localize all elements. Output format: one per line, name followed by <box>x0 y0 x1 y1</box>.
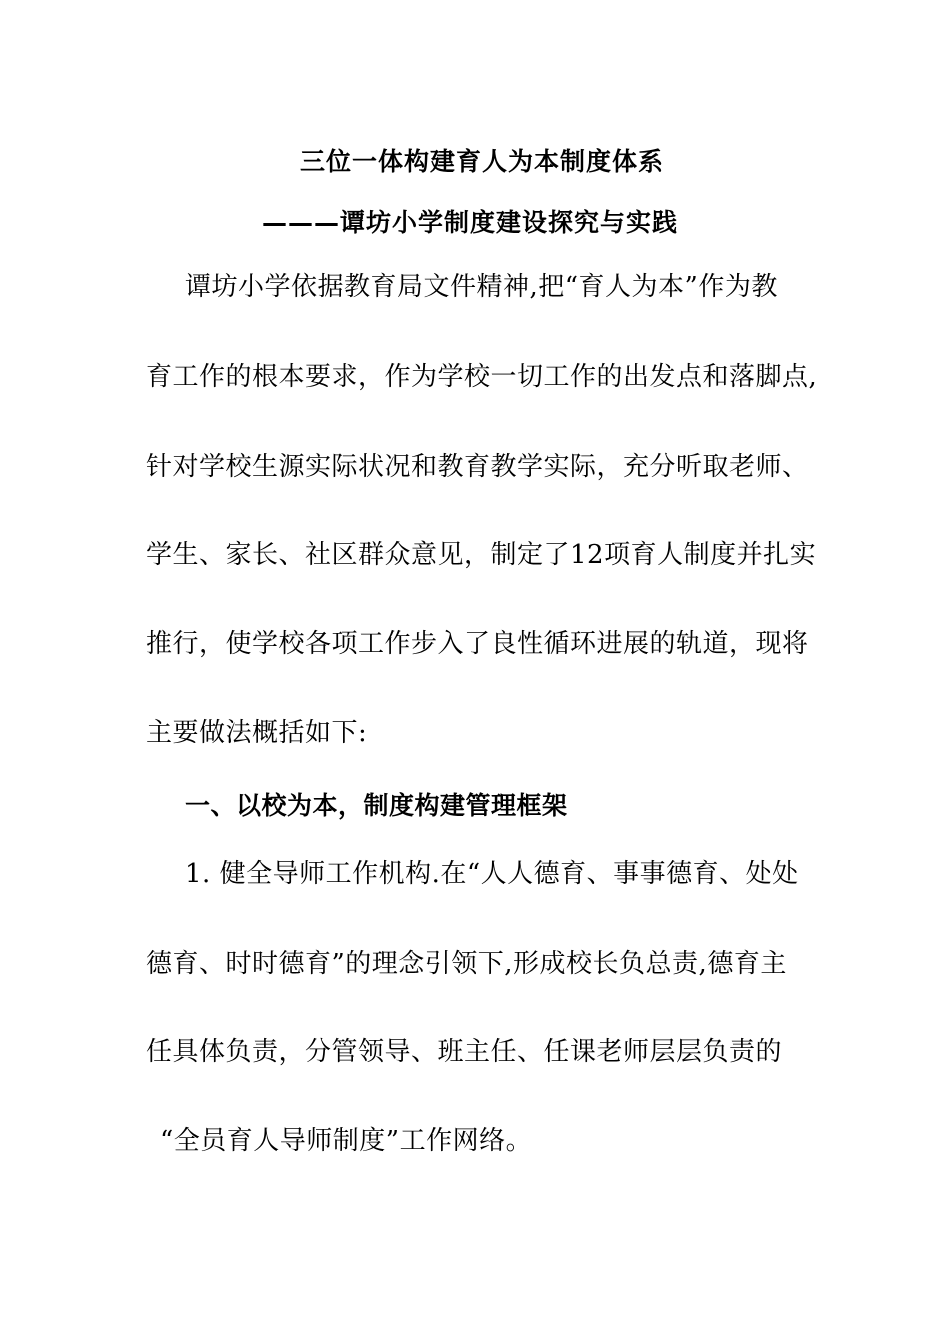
document-title: 三位一体构建育人为本制度体系 <box>300 147 665 176</box>
section-heading: 一、以校为本，制度构建管理框架 <box>185 791 568 820</box>
document-subtitle: ———谭坊小学制度建设探究与实践 <box>262 208 679 237</box>
paragraph-line: “全员育人导师制度”工作网络。 <box>160 1126 533 1156</box>
paragraph-line: 德育、时时德育”的理念引领下,形成校长负总责,德育主 <box>146 949 787 979</box>
paragraph-line: 谭坊小学依据教育局文件精神,把“育人为本”作为教 <box>185 272 778 302</box>
paragraph-line: 主要做法概括如下: <box>146 718 368 748</box>
paragraph-line: 育工作的根本要求，作为学校一切工作的出发点和落脚点, <box>146 362 818 392</box>
paragraph-line: 1. 健全导师工作机构.在“人人德育、事事德育、处处 <box>185 859 799 889</box>
paragraph-line: 任具体负责，分管领导、班主任、任课老师层层负责的 <box>146 1037 783 1067</box>
paragraph-line: 针对学校生源实际状况和教育教学实际，充分听取老师、 <box>146 452 809 482</box>
paragraph-line: 学生、家长、社区群众意见，制定了12项育人制度并扎实 <box>146 540 817 570</box>
paragraph-line: 推行，使学校各项工作步入了良性循环进展的轨道，现将 <box>146 629 809 659</box>
